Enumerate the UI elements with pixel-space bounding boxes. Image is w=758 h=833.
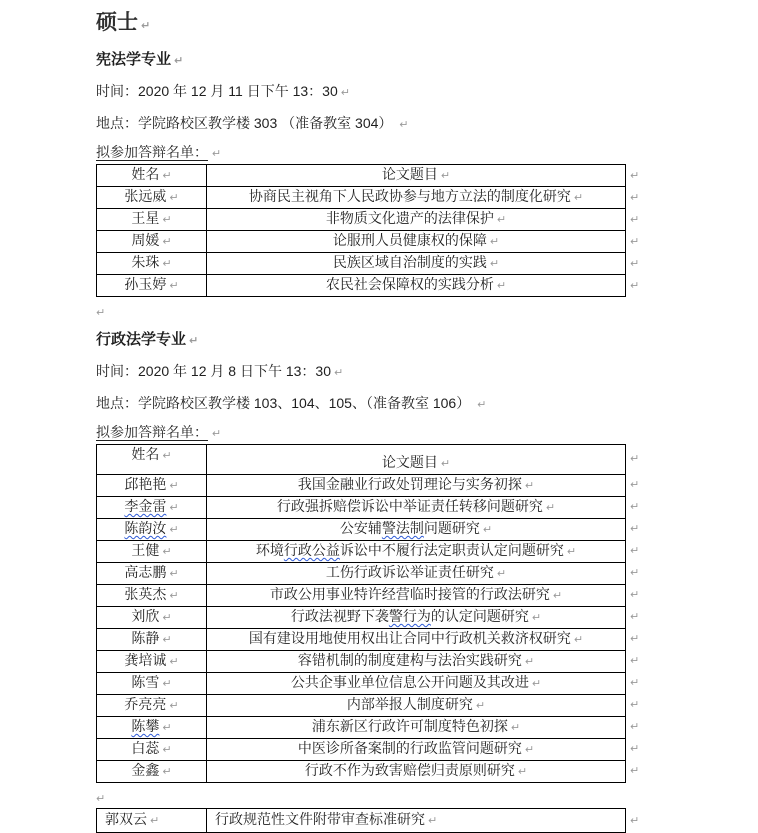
paragraph-mark-icon: ↵ <box>428 815 438 827</box>
defense-table-continued <box>96 808 626 833</box>
student-name-cell <box>97 541 207 563</box>
table-row <box>97 231 626 253</box>
thesis-title-cell <box>207 563 626 585</box>
paragraph-mark-icon: ↵ <box>566 546 577 558</box>
paragraph-mark-icon: ↵ <box>524 744 535 756</box>
section-heading-text: 行政法学专业 <box>96 331 187 348</box>
table-row <box>97 475 626 497</box>
thesis-title-cell <box>207 275 626 297</box>
paragraph-mark-icon: ↵ <box>496 214 507 226</box>
student-name-cell <box>97 607 207 629</box>
paragraph-mark-icon: ↵ <box>334 367 344 379</box>
thesis-title: 行政规范性文件附带审查标准研究 <box>215 811 425 827</box>
table-row <box>97 739 626 761</box>
table-row <box>97 629 626 651</box>
defense-list-label <box>96 423 758 443</box>
thesis-title: 公共企事业单位信息公开问题及其改进 <box>290 674 529 690</box>
paragraph-mark-icon: ↵ <box>475 700 486 712</box>
row-end-mark-icon: ↵ <box>630 566 640 579</box>
thesis-title: 诉讼中不履行法定职责认定问题研究 <box>339 542 564 558</box>
empty-paragraph <box>96 789 758 807</box>
row-end-mark-icon: ↵ <box>630 500 640 513</box>
thesis-title: 行政法视野下袭 <box>290 608 389 624</box>
paragraph-mark-icon: ↵ <box>162 634 172 646</box>
paragraph-mark-icon: ↵ <box>399 119 409 131</box>
paragraph-mark-icon: ↵ <box>141 20 151 32</box>
name-header-cell <box>97 445 207 475</box>
paragraph-mark-icon: ↵ <box>174 55 184 67</box>
paragraph-mark-icon: ↵ <box>96 793 106 805</box>
table-row <box>97 253 626 275</box>
thesis-title: 农民社会保障权的实践分析 <box>325 276 494 292</box>
row-end-mark-icon: ↵ <box>630 453 640 465</box>
student-name: 王星 <box>131 210 160 226</box>
student-name-cell <box>97 673 207 695</box>
location-line <box>96 113 758 135</box>
student-name: 高志鹏 <box>124 564 167 580</box>
thesis-title: 我国金融业行政处罚理论与实务初探 <box>297 476 522 492</box>
row-end-mark-icon: ↵ <box>630 544 640 557</box>
table-row <box>97 717 626 739</box>
student-name: 邱艳艳 <box>124 476 167 492</box>
paragraph-mark-icon: ↵ <box>524 656 535 668</box>
paragraph-mark-icon: ↵ <box>477 399 487 411</box>
table-row <box>97 607 626 629</box>
student-name-cell <box>97 585 207 607</box>
student-name-cell <box>97 695 207 717</box>
section-heading-administrative-law <box>96 330 758 351</box>
student-name: 朱珠 <box>131 254 160 270</box>
table-row <box>97 563 626 585</box>
thesis-title-cell <box>207 673 626 695</box>
student-name-cell <box>97 739 207 761</box>
row-end-mark-icon: ↵ <box>630 191 640 204</box>
student-name: 陈雪 <box>131 674 160 690</box>
student-name: 陈攀 <box>131 718 160 734</box>
row-end-mark-icon: ↵ <box>630 235 640 248</box>
thesis-title-cell <box>207 231 626 253</box>
student-name: 郭双云 <box>105 811 147 827</box>
thesis-title-cell <box>207 809 626 833</box>
student-name-cell <box>97 497 207 519</box>
student-name: 王健 <box>131 542 160 558</box>
name-header: 姓名 <box>131 166 160 182</box>
thesis-title-cell <box>207 187 626 209</box>
row-end-mark-icon: ↵ <box>630 720 640 733</box>
student-name-cell <box>97 187 207 209</box>
thesis-title: 中医诊所备案制的行政监管问题研究 <box>297 740 522 756</box>
thesis-title-spellcheck: 警行为 <box>388 608 431 624</box>
student-name: 张远威 <box>124 188 167 204</box>
paragraph-mark-icon: ↵ <box>524 480 535 492</box>
paragraph-mark-icon: ↵ <box>162 546 172 558</box>
defense-list-label-text: 拟参加答辩名单： <box>96 424 208 440</box>
paragraph-mark-icon: ↵ <box>96 307 106 319</box>
thesis-title-cell <box>207 497 626 519</box>
student-name-cell <box>97 275 207 297</box>
table-row <box>97 651 626 673</box>
paragraph-mark-icon: ↵ <box>510 722 521 734</box>
paragraph-mark-icon: ↵ <box>162 744 172 756</box>
paragraph-mark-icon: ↵ <box>162 678 172 690</box>
table-row <box>97 809 626 833</box>
thesis-title: 国有建设用地使用权出让合同中行政机关救济权研究 <box>248 630 571 646</box>
student-name: 龚培诚 <box>124 652 167 668</box>
title-header-cell <box>207 445 626 475</box>
paragraph-mark-icon: ↵ <box>531 678 542 690</box>
table-wrapper <box>96 808 758 833</box>
section-heading-constitutional-law <box>96 50 758 71</box>
row-end-mark-icon: ↵ <box>630 654 640 667</box>
student-name-cell <box>97 651 207 673</box>
defense-table-constitutional-law <box>96 164 626 297</box>
paragraph-mark-icon: ↵ <box>489 236 500 248</box>
table-header-row <box>97 165 626 187</box>
paragraph-mark-icon: ↵ <box>162 450 172 462</box>
paragraph-mark-icon: ↵ <box>169 590 179 602</box>
time-line <box>96 81 758 103</box>
paragraph-mark-icon: ↵ <box>162 214 172 226</box>
student-name-cell <box>97 519 207 541</box>
row-end-marks <box>630 808 639 833</box>
thesis-title-cell <box>207 695 626 717</box>
title-header: 论文题目 <box>381 166 438 182</box>
paragraph-mark-icon: ↵ <box>169 656 179 668</box>
location-line-text: 地点：学院路校区教学楼 103、104、105、（准备教室 106） <box>96 395 471 411</box>
paragraph-mark-icon: ↵ <box>545 502 556 514</box>
student-name-cell <box>97 809 207 833</box>
row-end-mark-icon: ↵ <box>630 676 640 689</box>
paragraph-mark-icon: ↵ <box>162 766 172 778</box>
paragraph-mark-icon: ↵ <box>189 335 199 347</box>
paragraph-mark-icon: ↵ <box>552 590 563 602</box>
thesis-title: 行政强拆赔偿诉讼中举证责任转移问题研究 <box>276 498 543 514</box>
table-wrapper <box>96 164 758 297</box>
student-name-cell <box>97 209 207 231</box>
table-row <box>97 541 626 563</box>
thesis-title-cell <box>207 651 626 673</box>
row-end-mark-icon: ↵ <box>630 742 640 755</box>
name-header-cell <box>97 165 207 187</box>
row-end-mark-icon: ↵ <box>630 169 640 182</box>
student-name: 陈韵汝 <box>124 520 167 536</box>
title-header: 论文题目 <box>381 454 438 470</box>
table-row <box>97 209 626 231</box>
row-end-mark-icon: ↵ <box>630 522 640 535</box>
thesis-title: 民族区域自治制度的实践 <box>332 254 487 270</box>
paragraph-mark-icon: ↵ <box>169 280 179 292</box>
student-name: 乔亮亮 <box>124 696 167 712</box>
defense-list-label-text: 拟参加答辩名单： <box>96 144 208 160</box>
student-name: 陈静 <box>131 630 160 646</box>
student-name-cell <box>97 761 207 783</box>
thesis-title-cell <box>207 761 626 783</box>
table-row <box>97 761 626 783</box>
section-heading-text: 宪法学专业 <box>96 51 172 68</box>
thesis-title-spellcheck: 警法制 <box>381 520 424 536</box>
paragraph-mark-icon: ↵ <box>340 87 350 99</box>
row-end-mark-icon: ↵ <box>630 257 640 270</box>
student-name: 张英杰 <box>124 586 167 602</box>
thesis-title: 非物质文化遗产的法律保护 <box>325 210 494 226</box>
paragraph-mark-icon: ↵ <box>150 815 160 827</box>
doc-title <box>96 8 758 41</box>
paragraph-mark-icon: ↵ <box>573 192 584 204</box>
paragraph-mark-icon: ↵ <box>496 280 507 292</box>
table-header-row <box>97 445 626 475</box>
paragraph-mark-icon: ↵ <box>573 634 584 646</box>
thesis-title: 问题研究 <box>423 520 480 536</box>
row-end-mark-icon: ↵ <box>630 815 640 827</box>
student-name: 白蕊 <box>131 740 160 756</box>
student-name-cell <box>97 717 207 739</box>
paragraph-mark-icon: ↵ <box>169 700 179 712</box>
location-line <box>96 393 758 415</box>
paragraph-mark-icon: ↵ <box>211 428 222 440</box>
time-line-text: 时间：2020 年 12 月 8 日下午 13：30 <box>96 363 331 379</box>
table-row <box>97 695 626 717</box>
row-end-mark-icon: ↵ <box>630 632 640 645</box>
defense-list-label <box>96 143 758 163</box>
empty-paragraph <box>96 303 758 321</box>
thesis-title-cell <box>207 519 626 541</box>
paragraph-mark-icon: ↵ <box>162 612 172 624</box>
paragraph-mark-icon: ↵ <box>517 766 528 778</box>
thesis-title: 行政不作为致害赔偿归责原则研究 <box>304 762 515 778</box>
thesis-title: 容错机制的制度建构与法治实践研究 <box>297 652 522 668</box>
thesis-title-cell <box>207 739 626 761</box>
thesis-title-cell <box>207 585 626 607</box>
paragraph-mark-icon: ↵ <box>169 568 179 580</box>
thesis-title-cell <box>207 209 626 231</box>
student-name: 刘欣 <box>131 608 160 624</box>
thesis-title: 公安辅 <box>339 520 382 536</box>
paragraph-mark-icon: ↵ <box>162 722 172 734</box>
table-row <box>97 673 626 695</box>
thesis-title-cell <box>207 475 626 497</box>
table-row <box>97 585 626 607</box>
row-end-marks <box>630 444 639 781</box>
thesis-title: 论服刑人员健康权的保障 <box>332 232 487 248</box>
student-name: 金鑫 <box>131 762 160 778</box>
thesis-title-cell <box>207 541 626 563</box>
paragraph-mark-icon: ↵ <box>482 524 493 536</box>
row-end-mark-icon: ↵ <box>630 588 640 601</box>
thesis-title-spellcheck: 行政公益 <box>283 542 340 558</box>
paragraph-mark-icon: ↵ <box>169 192 179 204</box>
thesis-title: 市政公用事业特许经营临时接管的行政法研究 <box>269 586 550 602</box>
paragraph-mark-icon: ↵ <box>211 148 222 160</box>
table-row <box>97 497 626 519</box>
paragraph-mark-icon: ↵ <box>169 502 179 514</box>
thesis-title-cell <box>207 629 626 651</box>
row-end-mark-icon: ↵ <box>630 698 640 711</box>
thesis-title: 协商民主视角下人民政协参与地方立法的制度化研究 <box>248 188 571 204</box>
time-line <box>96 361 758 383</box>
student-name: 孙玉婷 <box>124 276 167 292</box>
paragraph-mark-icon: ↵ <box>489 258 500 270</box>
thesis-title-cell <box>207 607 626 629</box>
row-end-mark-icon: ↵ <box>630 610 640 623</box>
row-end-marks <box>630 164 639 296</box>
student-name-cell <box>97 563 207 585</box>
name-header: 姓名 <box>131 446 160 462</box>
student-name-cell <box>97 231 207 253</box>
table-row <box>97 519 626 541</box>
table-row <box>97 187 626 209</box>
thesis-title: 的认定问题研究 <box>430 608 529 624</box>
defense-table-administrative-law <box>96 444 626 783</box>
paragraph-mark-icon: ↵ <box>496 568 507 580</box>
thesis-title: 浦东新区行政许可制度特色初探 <box>311 718 508 734</box>
time-line-text: 时间：2020 年 12 月 11 日下午 13：30 <box>96 83 338 99</box>
student-name-cell <box>97 629 207 651</box>
paragraph-mark-icon: ↵ <box>162 258 172 270</box>
table-row <box>97 275 626 297</box>
student-name-cell <box>97 475 207 497</box>
student-name: 李金雷 <box>124 498 167 514</box>
thesis-title: 内部举报人制度研究 <box>346 696 473 712</box>
student-name: 周媛 <box>131 232 160 248</box>
paragraph-mark-icon: ↵ <box>162 170 172 182</box>
thesis-title: 环境 <box>255 542 284 558</box>
paragraph-mark-icon: ↵ <box>440 458 451 470</box>
row-end-mark-icon: ↵ <box>630 764 640 777</box>
paragraph-mark-icon: ↵ <box>169 480 179 492</box>
table-wrapper <box>96 444 758 783</box>
row-end-mark-icon: ↵ <box>630 478 640 491</box>
thesis-title: 工伤行政诉讼举证责任研究 <box>325 564 494 580</box>
paragraph-mark-icon: ↵ <box>169 524 179 536</box>
thesis-title-cell <box>207 253 626 275</box>
doc-title-text: 硕士 <box>96 11 138 34</box>
student-name-cell <box>97 253 207 275</box>
location-line-text: 地点：学院路校区教学楼 303 （准备教室 304） <box>96 115 393 131</box>
title-header-cell <box>207 165 626 187</box>
row-end-mark-icon: ↵ <box>630 279 640 292</box>
row-end-mark-icon: ↵ <box>630 213 640 226</box>
paragraph-mark-icon: ↵ <box>440 170 451 182</box>
paragraph-mark-icon: ↵ <box>531 612 542 624</box>
paragraph-mark-icon: ↵ <box>162 236 172 248</box>
thesis-title-cell <box>207 717 626 739</box>
